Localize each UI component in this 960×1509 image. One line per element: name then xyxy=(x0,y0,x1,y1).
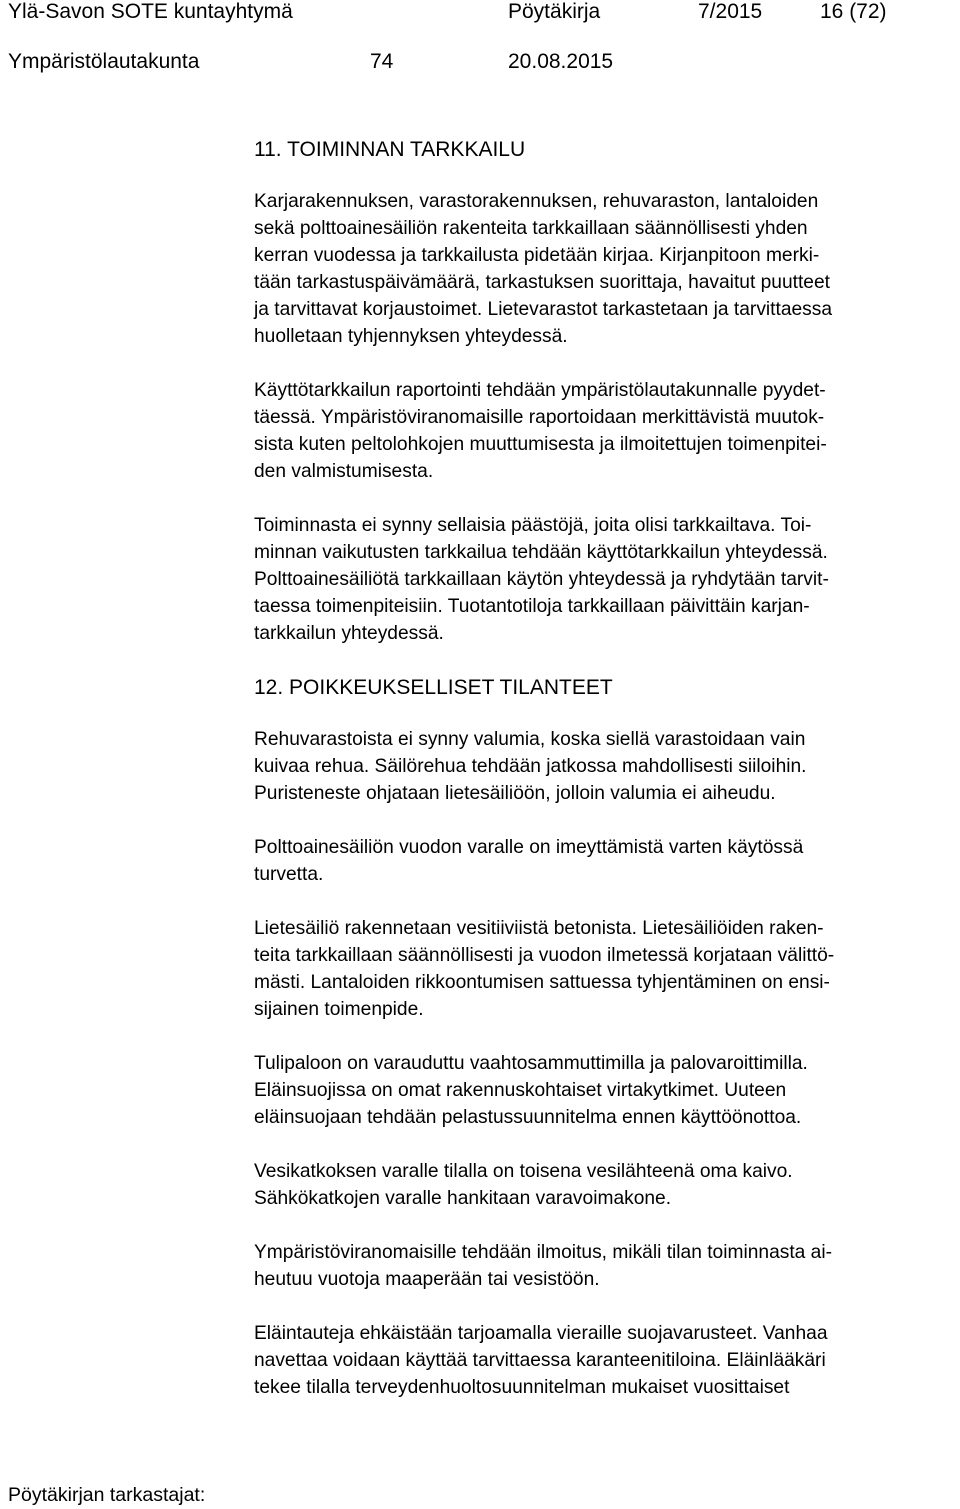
text-line: Vesikatkoksen varalle tilalla on toisena vesilähteenä oma kaivo. xyxy=(254,1161,793,1182)
text-line: ja tarvittavat korjaustoimet. Lietevarastot tarkastetaan ja tarvittaessa xyxy=(254,299,833,320)
paragraph xyxy=(254,1239,954,1293)
document-number: 7/2015 xyxy=(698,0,763,23)
text-line: Polttoainesäiliötä tarkkaillaan käytön yhteydessä ja ryhdytään tarvit- xyxy=(254,569,829,590)
text-line: Lietesäiliö rakennetaan vesitiiviistä betonista. Lietesäiliöiden raken- xyxy=(254,918,824,939)
committee-name: Ympäristölautakunta xyxy=(8,50,200,73)
section-heading: 12. POIKKEUKSELLISET TILANTEET xyxy=(254,676,613,699)
text-line: Toiminnasta ei synny sellaisia päästöjä, joita olisi tarkkailtava. Toi- xyxy=(254,515,812,536)
text-line: Ympäristöviranomaisille tehdään ilmoitus, mikäli tilan toiminnasta ai- xyxy=(254,1242,832,1263)
paragraph xyxy=(254,915,954,1023)
section-number: 74 xyxy=(370,50,394,73)
text-line: kuivaa rehua. Säilörehua tehdään jatkossa mahdollisesti siiloihin. xyxy=(254,756,807,777)
text-line: Sähkökatkojen varalle hankitaan varavoimakone. xyxy=(254,1188,672,1209)
text-line: Rehuvarastoista ei synny valumia, koska siellä varastoidaan vain xyxy=(254,729,806,750)
text-line: teita tarkkaillaan säännöllisesti ja vuodon ilmetessä korjataan välittö- xyxy=(254,945,835,966)
paragraph xyxy=(254,377,954,485)
meeting-date: 20.08.2015 xyxy=(508,50,614,73)
text-line: taessa toimenpiteisiin. Tuotantotiloja tarkkaillaan päivittäin karjan- xyxy=(254,596,810,617)
text-line: Polttoainesäiliön vuodon varalle on imeyttämistä varten käytössä xyxy=(254,837,804,858)
text-line: minnan vaikutusten tarkkailua tehdään käyttötarkkailun yhteydessä. xyxy=(254,542,828,563)
paragraph xyxy=(254,726,954,807)
text-line: heutuu vuotoja maaperään tai vesistöön. xyxy=(254,1269,600,1290)
text-line: eläinsuojaan tehdään pelastussuunnitelma ennen käyttöönottoa. xyxy=(254,1107,802,1128)
text-line: sijainen toimenpide. xyxy=(254,999,424,1020)
paragraph xyxy=(254,834,954,888)
text-line: täessä. Ympäristöviranomaisille raportoidaan merkittävistä muutok- xyxy=(254,407,825,428)
document-body xyxy=(254,136,954,1428)
text-line: Tulipaloon on varauduttu vaahtosammuttimilla ja palovaroittimilla. xyxy=(254,1053,808,1074)
paragraph xyxy=(254,1050,954,1131)
section-heading: 11. TOIMINNAN TARKKAILU xyxy=(254,138,526,161)
paragraph xyxy=(254,1158,954,1212)
document-type: Pöytäkirja xyxy=(508,0,601,23)
page-number: 16 (72) xyxy=(820,0,887,23)
text-line: Käyttötarkkailun raportointi tehdään ympäristölautakunnalle pyydet- xyxy=(254,380,826,401)
paragraph xyxy=(254,1320,954,1401)
minutes-reviewers-label: Pöytäkirjan tarkastajat: xyxy=(8,1484,206,1506)
paragraph xyxy=(254,512,954,647)
section-poikkeukselliset-tilanteet xyxy=(254,674,954,1401)
text-line: Puristeneste ohjataan lietesäiliöön, jolloin valumia ei aiheudu. xyxy=(254,783,776,804)
text-line: huolletaan tyhjennyksen yhteydessä. xyxy=(254,326,568,347)
organization-name: Ylä-Savon SOTE kuntayhtymä xyxy=(8,0,293,23)
text-line: tään tarkastuspäivämäärä, tarkastuksen suorittaja, havaitut puutteet xyxy=(254,272,830,293)
text-line: turvetta. xyxy=(254,864,324,885)
section-toiminnan-tarkkailu xyxy=(254,136,954,647)
text-line: den valmistumisesta. xyxy=(254,461,434,482)
text-line: Eläinsuojissa on omat rakennuskohtaiset virtakytkimet. Uuteen xyxy=(254,1080,787,1101)
text-line: mästi. Lantaloiden rikkoontumisen sattuessa tyhjentäminen on ensi- xyxy=(254,972,830,993)
text-line: tekee tilalla terveydenhuoltosuunnitelman mukaiset vuosittaiset xyxy=(254,1377,790,1398)
text-line: tarkkailun yhteydessä. xyxy=(254,623,444,644)
text-line: navettaa voidaan käyttää tarvittaessa karanteenitiloina. Eläinlääkäri xyxy=(254,1350,826,1371)
text-line: kerran vuodessa ja tarkkailusta pidetään kirjaa. Kirjanpitoon merki- xyxy=(254,245,820,266)
text-line: Karjarakennuksen, varastorakennuksen, rehuvaraston, lantaloiden xyxy=(254,191,819,212)
text-line: sekä polttoainesäiliön rakenteita tarkkaillaan säännöllisesti yhden xyxy=(254,218,808,239)
paragraph xyxy=(254,188,954,350)
text-line: Eläintauteja ehkäistään tarjoamalla vieraille suojavarusteet. Vanhaa xyxy=(254,1323,828,1344)
text-line: sista kuten peltolohkojen muuttumisesta ja ilmoitettujen toimenpitei- xyxy=(254,434,827,455)
